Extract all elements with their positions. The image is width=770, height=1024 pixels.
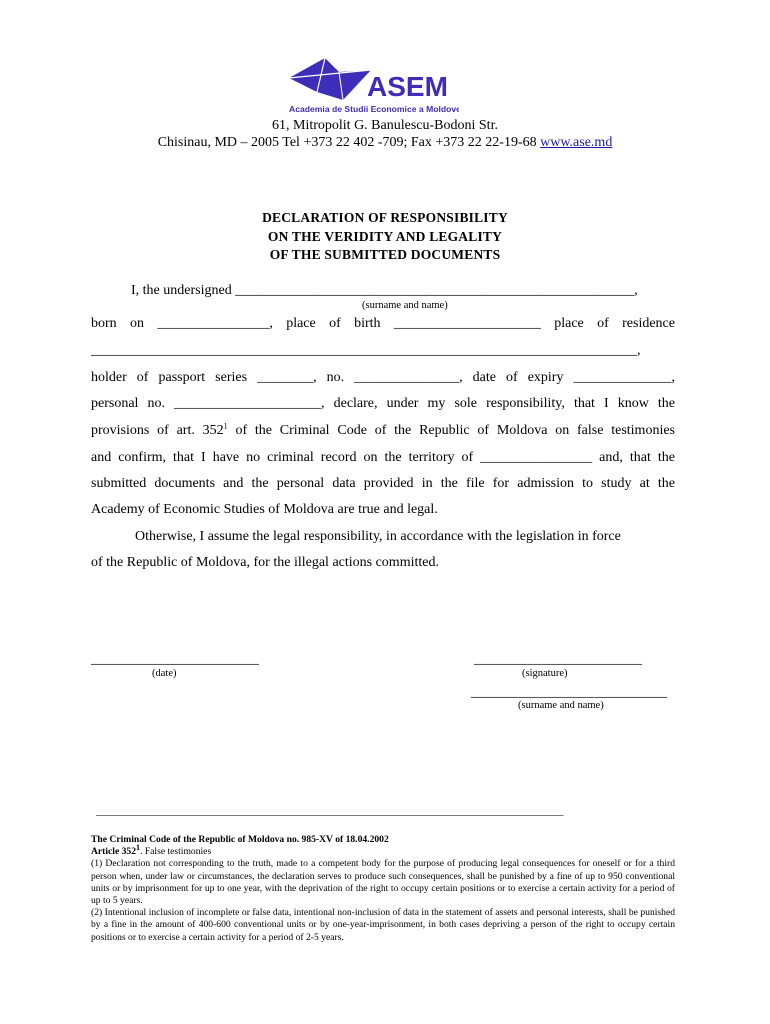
address-line-1: 61, Mitropolit G. Banulescu-Bodoni Str.: [272, 118, 498, 133]
signature-field: ________________________: [474, 652, 642, 667]
provisions-line: [91, 423, 675, 439]
criminal-code-note: [91, 834, 675, 944]
title-line-2: ON THE VERIDITY AND LEGALITY: [267, 228, 503, 244]
confirm-line: and confirm, that I have no criminal record on the territory of ________________ and, that the: [91, 450, 675, 465]
title-line-1: DECLARATION OF RESPONSIBILITY: [262, 210, 508, 225]
article-heading: [91, 843, 675, 858]
article-paragraph-1: (1) Declaration not corresponding to the truth, made to a competent body for the purpose of producing legal consequences for oneself or for a third person when, under law or circumstances, the declaration serves to produce such consequences, shall be punished by a fine of up to 950 conventional units or by imprisonment for up to one year, with the deprivation of the right to occupy certain positions or to exercise a certain activity for a period of up to 5 years.: [91, 858, 675, 907]
code-title: The Criminal Code of the Republic of Moldova no. 985-XV of 18.04.2002: [91, 834, 389, 845]
article-title: . False testimonies: [140, 846, 212, 858]
title-line-3: OF THE SUBMITTED DOCUMENTS: [269, 247, 501, 262]
article-paragraph-2: (2) Intentional inclusion of incomplete or false data, intentional non-inclusion of data in the statement of assets and personal interests, shall be punished by a fine in the amount of 400-600 conventional units or by one-year-imprisonment, in both cases depriving a person of the right to occupy certain positions or to exercise a certain activity for a period of 2-5 years.: [91, 907, 675, 943]
academy-line: Academy of Economic Studies of Moldova are true and legal.: [91, 502, 438, 517]
address-line-2: [0, 134, 770, 151]
logo-subtitle: Academia de Studii Economice a Moldovei: [289, 104, 459, 114]
passport-line: holder of passport series ________, no. _______________, date of expiry ______________,: [91, 370, 675, 385]
website-link[interactable]: www.ase.md: [540, 135, 613, 150]
name-field: ____________________________: [471, 685, 667, 700]
footer-divider: _____________________________________________________________________________________: [96, 805, 564, 817]
article-sup: 1: [136, 843, 141, 853]
otherwise-line: Otherwise, I assume the legal responsibility, in accordance with the legislation in force: [135, 529, 621, 544]
provisions-sup: 1: [223, 421, 228, 431]
logo-text: ASEM: [367, 71, 448, 102]
declaration-title: [0, 209, 770, 265]
residence-line: ______________________________________________________________________________,: [91, 343, 641, 358]
provisions-text-b: of the Criminal Code of the Republic of Moldova on false testimonies: [227, 423, 675, 438]
date-field: ________________________: [91, 652, 259, 667]
asem-logo-mark: [287, 56, 459, 114]
date-label: (date): [152, 668, 177, 679]
name-label: (surname and name): [518, 700, 604, 711]
signature-label: (signature): [522, 668, 568, 679]
contact-info: Chisinau, MD – 2005 Tel +373 22 402 -709; Fax +373 22 22-19-68: [157, 135, 541, 150]
born-line: born on ________________, place of birth _____________________ place of residence: [91, 316, 675, 331]
republic-line: of the Republic of Moldova, for the illegal actions committed.: [91, 555, 439, 570]
undersigned-line: I, the undersigned _________________________________________________________,: [131, 283, 638, 298]
article-number: Article 352: [91, 846, 137, 858]
submitted-line: submitted documents and the personal data provided in the file for admission to study at the: [91, 476, 675, 491]
asem-logo: [287, 56, 459, 114]
provisions-text-a: provisions of art. 352: [91, 423, 224, 438]
surname-hint: (surname and name): [362, 300, 448, 311]
personal-no-line: personal no. _____________________, declare, under my sole responsibility, that I know the: [91, 396, 675, 411]
